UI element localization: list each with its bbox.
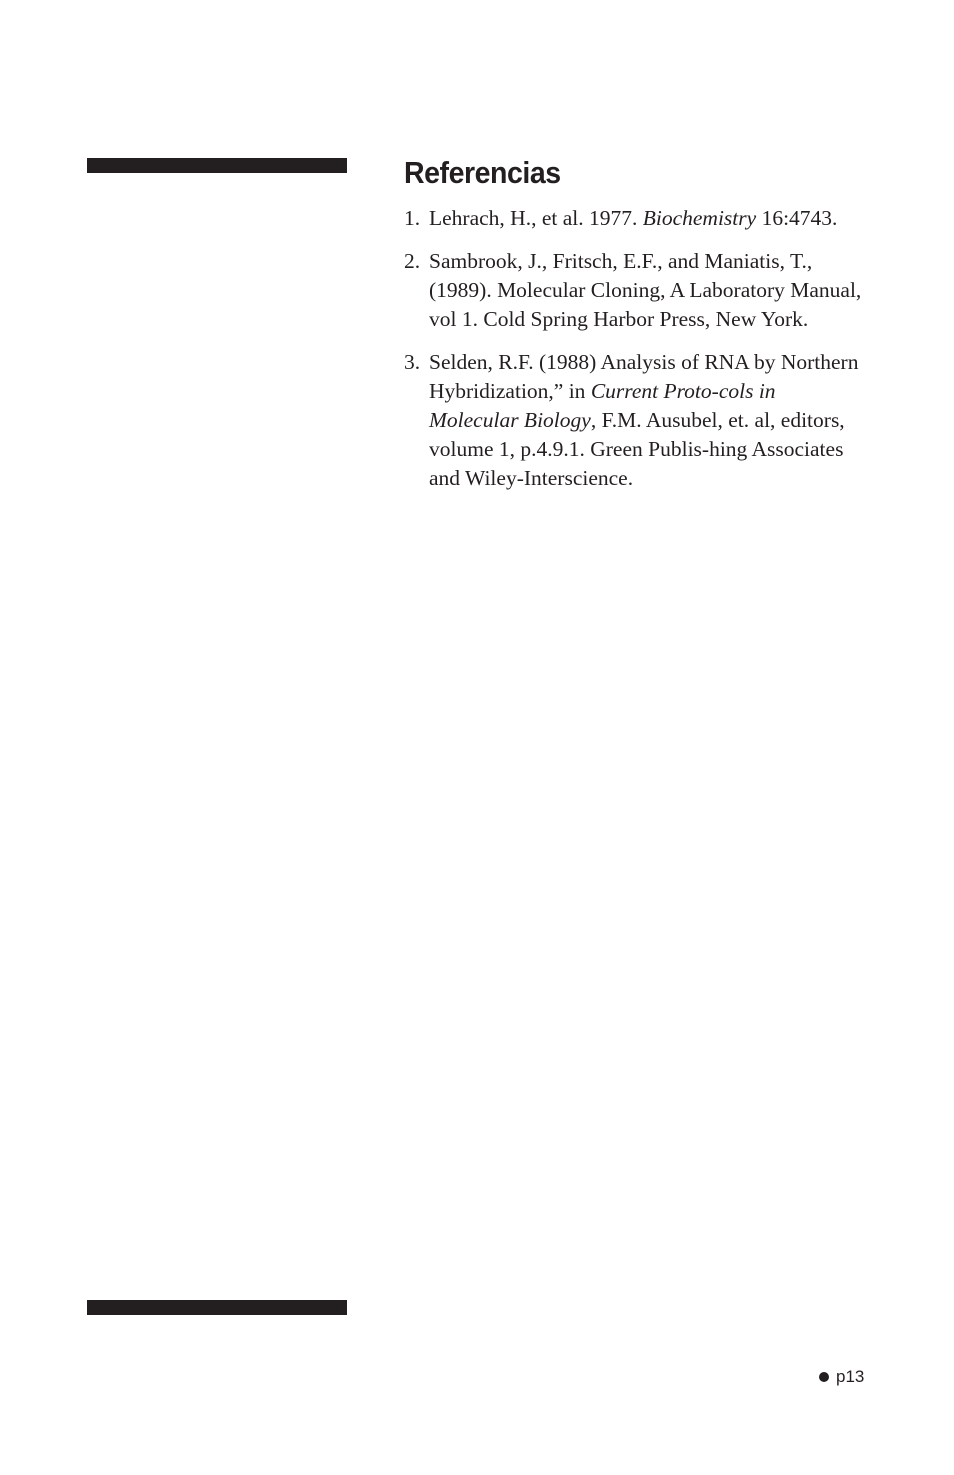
reference-number: 2. bbox=[404, 249, 421, 273]
reference-segment: , F.M. Ausubel, et. al, editors, volume 1, p.4.9.1. Green Publis-hing Associates and Wiley-Interscience. bbox=[429, 408, 845, 490]
reference-segment: Lehrach, H., et al. 1977. bbox=[429, 206, 643, 230]
reference-title: Current Proto-cols in Molecular Biology bbox=[429, 379, 776, 432]
reference-segment: 16:4743. bbox=[756, 206, 838, 230]
reference-item bbox=[404, 247, 864, 334]
reference-list bbox=[404, 204, 864, 493]
reference-number: 1. bbox=[404, 206, 421, 230]
top-rule bbox=[87, 158, 347, 173]
reference-segment: Sambrook, J., Fritsch, E.F., and Maniatis, T., (1989). Molecular Cloning, A Laboratory Manual, vol 1. Cold Spring Harbor Press, New York. bbox=[429, 249, 862, 331]
reference-title: Biochemistry bbox=[642, 206, 757, 230]
reference-text bbox=[429, 204, 864, 233]
section-heading: Referencias bbox=[404, 155, 561, 190]
reference-text bbox=[429, 247, 864, 334]
references-section bbox=[404, 152, 864, 507]
reference-item bbox=[404, 204, 864, 233]
reference-number: 3. bbox=[404, 350, 421, 374]
reference-segment: Selden, R.F. (1988) Analysis of RNA by Northern Hybridization,” in bbox=[429, 350, 859, 403]
page-number bbox=[819, 1366, 864, 1388]
bottom-rule bbox=[87, 1300, 347, 1315]
reference-text bbox=[429, 348, 864, 493]
bullet-icon bbox=[819, 1372, 829, 1382]
reference-item bbox=[404, 348, 864, 493]
page-number-text: p13 bbox=[836, 1367, 865, 1386]
